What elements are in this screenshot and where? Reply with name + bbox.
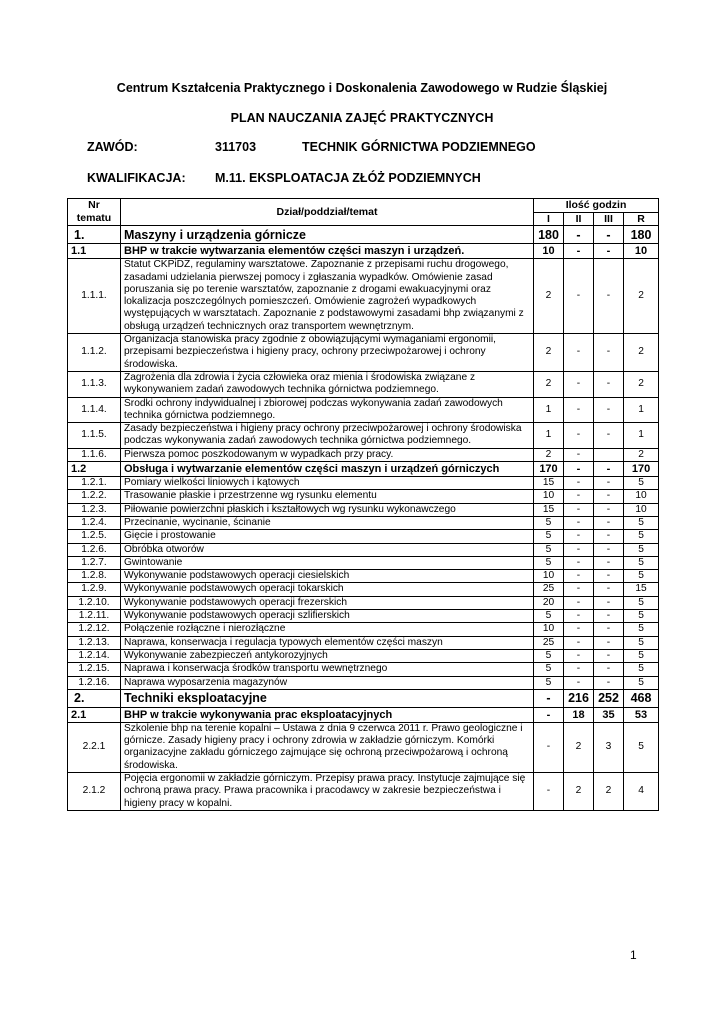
table-row [68,722,659,772]
row-hours-year-3: - [594,663,624,676]
row-hours-total: 1 [624,397,659,423]
row-hours-year-3: 35 [594,707,624,722]
row-number: 2.2.1 [68,722,121,772]
row-topic: Gwintowanie [121,556,534,569]
row-number: 1.2.4. [68,516,121,529]
row-hours-total: 5 [624,722,659,772]
table-row [68,477,659,490]
row-hours-year-3: - [594,543,624,556]
row-number: 1.2.15. [68,663,121,676]
row-number: 1.2.10. [68,596,121,609]
header-hours: Ilość godzin [534,199,659,213]
row-number: 1.2.5. [68,530,121,543]
row-hours-year-3: - [594,516,624,529]
row-topic: Wykonywanie podstawowych operacji szlifierskich [121,610,534,623]
row-hours-year-1: 5 [534,516,564,529]
row-topic: Obsługa i wytwarzanie elementów części maszyn i urządzeń górniczych [121,462,534,477]
row-hours-year-3: - [594,610,624,623]
row-hours-year-2: - [564,543,594,556]
row-hours-year-1: 2 [534,371,564,397]
row-hours-total: 2 [624,334,659,372]
row-topic: BHP w trakcie wytwarzania elementów części maszyn i urządzeń. [121,244,534,259]
row-topic: Połączenie rozłączne i nierozłączne [121,623,534,636]
row-hours-year-2: - [564,556,594,569]
row-hours-year-1: 5 [534,676,564,689]
row-topic: Pomiary wielkości liniowych i kątowych [121,477,534,490]
row-number: 1. [68,226,121,244]
institution-name: Centrum Kształcenia Praktycznego i Doskonalenia Zawodowego w Rudzie Śląskiej [116,81,608,95]
row-topic: BHP w trakcie wykonywania prac eksploatacyjnych [121,707,534,722]
row-topic: Maszyny i urządzenia górnicze [121,226,534,244]
row-number: 1.2.2. [68,490,121,503]
row-hours-year-2: - [564,226,594,244]
table-row [68,462,659,477]
row-topic: Obróbka otworów [121,543,534,556]
row-hours-total: 10 [624,490,659,503]
profession-name: TECHNIK GÓRNICTWA PODZIEMNEGO [302,140,536,154]
row-hours-year-1: 5 [534,649,564,662]
row-hours-year-1: 10 [534,623,564,636]
row-hours-year-1: 15 [534,503,564,516]
row-hours-year-1: 180 [534,226,564,244]
row-topic: Techniki eksploatacyjne [121,689,534,707]
table-row [68,570,659,583]
row-hours-year-2: - [564,636,594,649]
row-number: 1.2.3. [68,503,121,516]
row-hours-year-3: - [594,244,624,259]
row-hours-year-1: 1 [534,423,564,449]
row-topic: Wykonywanie podstawowych operacji frezerskich [121,596,534,609]
row-hours-year-2: - [564,334,594,372]
row-hours-year-1: 20 [534,596,564,609]
row-topic: Organizacja stanowiska pracy zgodnie z obowiązującymi wymaganiami ergonomii, przepisami bezpieczeństwa i higieny pracy, ochrony przeciwpożarowej i ochrony środowiska. [121,334,534,372]
row-hours-year-1: 5 [534,530,564,543]
row-hours-total: 1 [624,423,659,449]
row-hours-year-2: - [564,516,594,529]
row-topic: Wykonywanie zabezpieczeń antykorozyjnych [121,649,534,662]
row-number: 1.2.13. [68,636,121,649]
row-hours-total: 15 [624,583,659,596]
row-hours-total: 5 [624,623,659,636]
row-hours-year-2: - [564,490,594,503]
row-hours-year-3: - [594,423,624,449]
row-number: 1.2 [68,462,121,477]
row-hours-year-2: - [564,623,594,636]
row-hours-year-3: - [594,397,624,423]
row-hours-year-1: 10 [534,570,564,583]
table-row [68,623,659,636]
table-row [68,707,659,722]
row-hours-year-1: 10 [534,244,564,259]
row-hours-year-2: - [564,596,594,609]
row-hours-year-2: - [564,448,594,461]
table-row [68,490,659,503]
row-hours-total: 4 [624,772,659,810]
profession-label: ZAWÓD: [87,140,138,154]
row-number: 1.1.3. [68,371,121,397]
row-hours-year-3: - [594,649,624,662]
row-hours-year-2: - [564,530,594,543]
row-number: 1.1.2. [68,334,121,372]
header-topic: Dział/poddział/temat [121,199,534,226]
row-topic: Wykonywanie podstawowych operacji tokarskich [121,583,534,596]
row-hours-year-2: - [564,570,594,583]
row-hours-year-3: 2 [594,772,624,810]
row-hours-year-1: 170 [534,462,564,477]
header-year-1: I [534,213,564,226]
row-topic: Wykonywanie podstawowych operacji ciesielskich [121,570,534,583]
row-hours-total: 5 [624,663,659,676]
row-number: 2. [68,689,121,707]
row-hours-year-1: 10 [534,490,564,503]
row-hours-year-3: - [594,596,624,609]
row-hours-year-3: 3 [594,722,624,772]
row-hours-year-3: - [594,583,624,596]
table-row [68,663,659,676]
table-row [68,676,659,689]
row-hours-year-3: - [594,636,624,649]
row-hours-total: 5 [624,570,659,583]
row-hours-total: 5 [624,516,659,529]
row-hours-year-3: - [594,570,624,583]
row-hours-year-2: - [564,676,594,689]
row-hours-year-2: - [564,583,594,596]
row-hours-total: 5 [624,530,659,543]
table-row [68,649,659,662]
row-number: 1.1.6. [68,448,121,461]
row-hours-year-3 [594,448,624,461]
table-row [68,530,659,543]
row-hours-total: 180 [624,226,659,244]
row-hours-year-3: - [594,503,624,516]
row-hours-year-2: - [564,477,594,490]
row-hours-year-3: - [594,226,624,244]
table-row [68,226,659,244]
table-row [68,543,659,556]
row-hours-total: 2 [624,448,659,461]
row-number: 1.2.14. [68,649,121,662]
row-topic: Naprawa wyposarzenia magazynów [121,676,534,689]
row-number: 1.2.6. [68,543,121,556]
row-hours-year-1: 5 [534,663,564,676]
row-hours-year-2: - [564,244,594,259]
table-row [68,583,659,596]
row-hours-year-2: 2 [564,772,594,810]
table-row [68,596,659,609]
row-hours-year-3: - [594,490,624,503]
table-row [68,397,659,423]
row-hours-year-1: 15 [534,477,564,490]
row-hours-year-1: - [534,707,564,722]
row-number: 1.1.4. [68,397,121,423]
row-hours-year-1: - [534,772,564,810]
row-hours-total: 53 [624,707,659,722]
row-hours-total: 5 [624,477,659,490]
row-hours-year-1: 2 [534,334,564,372]
row-hours-year-3: - [594,462,624,477]
row-hours-year-2: - [564,371,594,397]
row-topic: Pierwsza pomoc poszkodowanym w wypadkach przy pracy. [121,448,534,461]
curriculum-table [67,198,659,811]
row-hours-total: 5 [624,543,659,556]
row-hours-year-3: - [594,623,624,636]
profession-code: 311703 [215,140,257,154]
row-topic: Zasady bezpieczeństwa i higieny pracy ochrony przeciwpożarowej i ochrony środowiska podczas wykonywania zadań zawodowych technika górnictwa podziemnego. [121,423,534,449]
row-topic: Statut CKPiDZ, regulaminy warsztatowe. Zapoznanie z przepisami ruchu drogowego, zasadami udzielania pierwszej pomocy i zgłaszania wypadków. Omówienie zasad poruszania się po terenie warsztatów, zapoznanie z drogami ewakuacyjnymi oraz lokalizacja poszczególnych pomieszczeń. Omówienie zagrożeń wypadkowych występujących w warsztatach. Zapoznanie z podstawowymi zasadami bhp związanymi z obsługą urządzeń technicznych oraz transportem wewnętrznym. [121,259,534,334]
row-hours-year-1: 25 [534,636,564,649]
row-number: 1.1.5. [68,423,121,449]
row-hours-year-2: - [564,397,594,423]
table-row [68,334,659,372]
row-hours-year-3: - [594,259,624,334]
row-hours-year-2: - [564,610,594,623]
row-number: 1.1 [68,244,121,259]
row-hours-year-3: - [594,371,624,397]
table-row [68,244,659,259]
row-hours-year-1: 5 [534,543,564,556]
table-row [68,259,659,334]
row-hours-year-1: 2 [534,448,564,461]
row-number: 1.2.8. [68,570,121,583]
table-row [68,636,659,649]
row-hours-total: 5 [624,676,659,689]
header-year-3: III [594,213,624,226]
row-hours-total: 10 [624,244,659,259]
table-body [68,226,659,811]
row-hours-total: 5 [624,636,659,649]
plan-title: PLAN NAUCZANIA ZAJĘĆ PRAKTYCZNYCH [230,111,494,125]
row-hours-year-1: 1 [534,397,564,423]
row-hours-year-1: 5 [534,556,564,569]
row-hours-total: 2 [624,259,659,334]
row-topic: Gięcie i prostowanie [121,530,534,543]
table-row [68,556,659,569]
row-number: 1.2.1. [68,477,121,490]
row-hours-year-1: 2 [534,259,564,334]
header-year-2: II [564,213,594,226]
row-hours-total: 2 [624,371,659,397]
row-number: 2.1.2 [68,772,121,810]
row-hours-year-1: 5 [534,610,564,623]
row-hours-total: 5 [624,556,659,569]
row-hours-year-2: - [564,259,594,334]
row-topic: Naprawa i konserwacja środków transportu wewnętrznego [121,663,534,676]
row-hours-year-2: - [564,663,594,676]
row-hours-year-3: - [594,530,624,543]
row-number: 1.2.9. [68,583,121,596]
header-total: R [624,213,659,226]
row-hours-year-3: - [594,334,624,372]
row-topic: Szkolenie bhp na terenie kopalni – Ustawa z dnia 9 czerwca 2011 r. Prawo geologiczne i górnicze. Zasady higieny pracy i ochrony zdrowia w zakładzie górniczym. Komórki organizacyjne zakładu górniczego zajmujące się ochroną przeciwpożarową i ochroną środowiska. [121,722,534,772]
row-topic: Przecinanie, wycinanie, ścinanie [121,516,534,529]
row-hours-year-2: 18 [564,707,594,722]
row-hours-total: 5 [624,596,659,609]
row-topic: Naprawa, konserwacja i regulacja typowych elementów części maszyn [121,636,534,649]
row-topic: Trasowanie płaskie i przestrzenne wg rysunku elementu [121,490,534,503]
table-row [68,423,659,449]
row-hours-year-3: - [594,556,624,569]
row-hours-year-1: 25 [534,583,564,596]
row-hours-total: 170 [624,462,659,477]
table-row [68,448,659,461]
table-row [68,689,659,707]
row-topic: Zagrożenia dla zdrowia i życia człowieka oraz mienia i środowiska związane z wykonywaniem zadań zawodowych technika górnictwa podziemnego. [121,371,534,397]
row-hours-total: 5 [624,610,659,623]
row-topic: Piłowanie powierzchni płaskich i kształtowych wg rysunku wykonawczego [121,503,534,516]
row-topic: Środki ochrony indywidualnej i zbiorowej podczas wykonywania zadań zawodowych technika górnictwa podziemnego. [121,397,534,423]
table-row [68,371,659,397]
table-row [68,516,659,529]
row-hours-year-3: - [594,676,624,689]
row-hours-year-2: 2 [564,722,594,772]
row-hours-year-1: - [534,722,564,772]
qualification-value: M.11. EKSPLOATACJA ZŁÓŻ PODZIEMNYCH [215,171,481,185]
row-number: 1.2.12. [68,623,121,636]
row-hours-total: 5 [624,649,659,662]
row-number: 1.2.11. [68,610,121,623]
row-number: 2.1 [68,707,121,722]
header-nr: Nr tematu [68,199,121,226]
row-hours-year-1: - [534,689,564,707]
qualification-label: KWALIFIKACJA: [87,171,186,185]
row-hours-year-3: - [594,477,624,490]
row-hours-year-2: - [564,503,594,516]
table-row [68,610,659,623]
row-number: 1.1.1. [68,259,121,334]
row-hours-year-2: 216 [564,689,594,707]
table-row [68,772,659,810]
row-hours-year-2: - [564,423,594,449]
row-number: 1.2.16. [68,676,121,689]
row-hours-total: 10 [624,503,659,516]
row-hours-year-3: 252 [594,689,624,707]
row-topic: Pojęcia ergonomii w zakładzie górniczym. Przepisy prawa pracy. Instytucje zajmujące się ochroną prawa pracy. Prawa pracownika i pracodawcy w zakresie bezpieczeństwa i higieny pracy w kopalni. [121,772,534,810]
page-number: 1 [630,948,637,962]
table-row [68,503,659,516]
row-hours-year-2: - [564,649,594,662]
row-number: 1.2.7. [68,556,121,569]
row-hours-total: 468 [624,689,659,707]
row-hours-year-2: - [564,462,594,477]
